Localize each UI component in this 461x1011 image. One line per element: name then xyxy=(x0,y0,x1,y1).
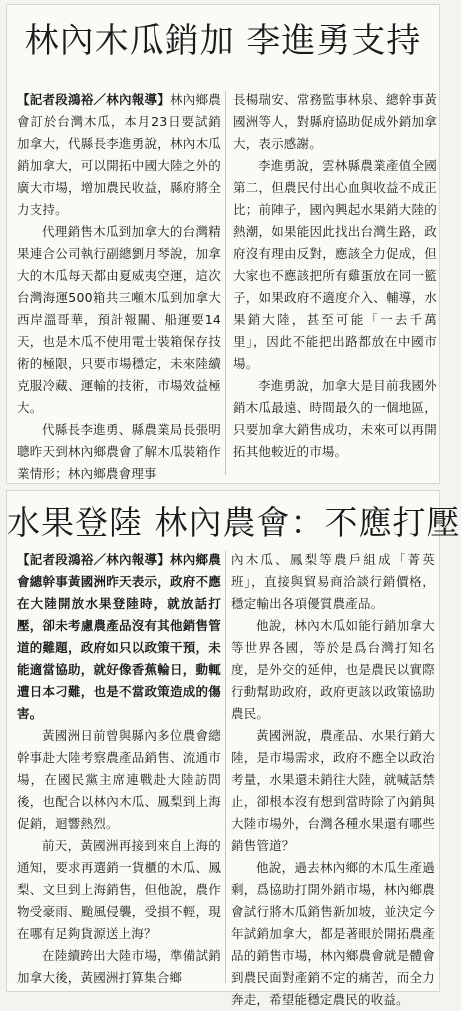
paragraph-continuation: 長楊瑞安、常務監事林泉、總幹事黃國洲等人，對縣府協助促成外銷加拿大，表示感謝。 xyxy=(233,92,437,151)
paragraph xyxy=(17,549,221,725)
paragraph-text: 林內鄉農會訂於台灣木瓜，本月23日要試銷加拿大，代縣長李進勇說，林內木瓜銷加拿大，可以開拓中國大陸之外的廣大市場，增加農民收益，縣府將全力支持。 xyxy=(17,92,221,217)
paragraph: 代縣長李進勇、縣農業局長張明聰昨天到林內鄉農會了解木瓜裝箱作業情形；林內鄉農會理事 xyxy=(17,422,221,481)
article-clipping-fruit-mainland xyxy=(6,490,461,1007)
paragraph: 在陸續跨出大陸市場，準備試銷加拿大後，黃國洲打算集合鄉 xyxy=(17,948,221,985)
column-divider xyxy=(225,91,226,475)
paragraph: 他說，過去林內鄉的木瓜生產過剩，爲協助打開外銷市場，林內鄉農會試行將木瓜銷售新加坡，並決定今年試銷加拿大，都是著眼於開拓農產品的銷售市場，林內鄉農會就是體會到農民面對產銷不定的痛苦，而全力奔走，希望能穩定農民的收益。 xyxy=(231,860,435,1007)
paragraph xyxy=(17,89,221,221)
paragraph: 他說，林內木瓜如能行銷加拿大等世界各國，等於是爲台灣打知名度，是外交的延伸，也是農民以實際行動幫助政府，政府更該以政策協助農民。 xyxy=(231,618,435,721)
column-divider xyxy=(225,551,226,983)
paragraph: 李進勇說，雲林縣農業產值全國第二，但農民付出心血與收益不成正比；前陣子，國內興起水果銷大陸的熱潮，如果能因此找出台灣生路，政府沒有理由反對，應該全力促成，但大家也不應該把所有雞蛋放在同一籃子，如果政府不適度介入、輔導，水果銷大陸，甚至可能「一去千萬里」，因此不能把出路都放在中國市場。 xyxy=(233,158,437,371)
lead-text: 林內鄉農會總幹事黃國洲昨天表示，政府不應在大陸開放水果登陸時，就放話打壓，卻未考慮農產品沒有其他銷售管道的難題，政府如只以政策干預，未能適當協助，就好像香蕉輪日，動輒遭日本刁難，也是不當政策造成的傷害。 xyxy=(17,552,221,721)
byline: 【記者段鴻裕／林內報導】 xyxy=(17,552,171,567)
paragraph: 黃國洲日前曾與縣內多位農會總幹事赴大陸考察農產品銷售、流通市場，在國民黨主席連戰赴大陸訪問後，也配合以林內木瓜、鳳梨到上海促銷，迴響熱烈。 xyxy=(17,728,221,831)
article-right-column xyxy=(231,549,435,1007)
article-left-column xyxy=(17,549,221,989)
headline: 林內木瓜銷加 李進勇支持 xyxy=(24,21,422,61)
article-right-column xyxy=(233,89,437,477)
article-left-column xyxy=(17,89,221,481)
paragraph-continuation: 內木瓜、鳳梨等農戶組成「菁英班」，直接與貿易商洽談行銷價格，穩定輸出各項優質農產品。 xyxy=(231,552,435,611)
paragraph: 黃國洲說，農產品、水果行銷大陸，是市場需求，政府不應全以政治考量，水果還未銷往大陸，就喊話禁止，卻根本沒有想到當時除了內銷與大陸市場外，台灣各種水果還有哪些銷售管道？ xyxy=(231,728,435,853)
paragraph: 前天，黃國洲再接到來自上海的通知，要求再選銷一貨櫃的木瓜、鳳梨、文旦到上海銷售，但他說，農作物受豪雨、颱風侵襲，受損不輕，現在哪有足夠貨源送上海？ xyxy=(17,838,221,941)
paragraph: 代理銷售木瓜到加拿大的台灣精果連合公司執行副總劉月琴說，加拿大的木瓜每天都由夏威夷空運，這次台灣海運500箱共三噸木瓜到加拿大西岸溫哥華，預計報關、船運要14天，也是木瓜不使用電士裝箱保存技術的極限，只要市場穩定，未來陸續克服冷藏、運輸的技術，市場效益極大。 xyxy=(17,224,221,415)
byline: 【記者段鴻裕／林內報導】 xyxy=(17,92,171,107)
article-clipping-papaya-canada xyxy=(6,4,440,484)
headline: 水果登陸 林內農會：不應打壓 xyxy=(7,503,461,542)
paragraph: 李進勇說，加拿大是目前我國外銷木瓜最遠、時間最久的一個地區，只要加拿大銷售成功，未來可以再開拓其他較近的市場。 xyxy=(233,378,437,459)
